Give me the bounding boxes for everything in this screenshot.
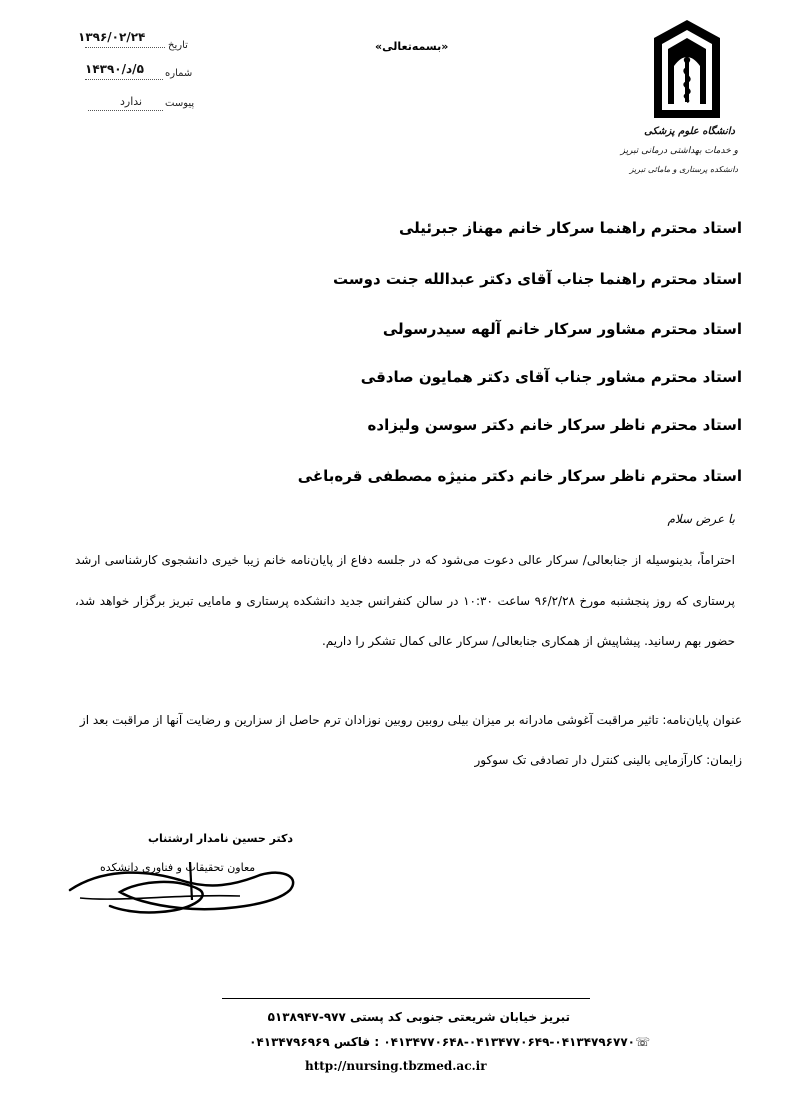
number-value: ۵/د/۱۴۳۹۰ [85, 62, 144, 76]
recipient-3: استاد محترم مشاور سرکار خانم آلهه سیدرسولی [382, 320, 742, 338]
logo-caption-1: دانشگاه علوم پزشکی [644, 126, 735, 137]
number-underline [85, 79, 163, 80]
university-logo [620, 18, 740, 178]
recipient-4: استاد محترم مشاور جناب آقای دکتر همایون صادقی [360, 368, 742, 386]
attachment-label: پیوست [165, 98, 195, 109]
footer-address: تبریز خیابان شریعتی جنوبی کد پستی ۹۷۷-۵۱۳۸۹۴۷ [267, 1010, 570, 1024]
recipient-5: استاد محترم ناظر سرکار خانم دکتر سوسن ولیزاده [367, 416, 742, 434]
invitation-paragraph: احتراماً، بدینوسیله از جنابعالی/ سرکار عالی دعوت می‌شود که در جلسه دفاع از پایان‌نامه خانم زیبا خیری دانشجوی کارشناسی ارشد پرستاری که روز پنجشنبه مورخ ۹۶/۲/۲۸ ساعت ۱۰:۳۰ در سالن کنفرانس جدید دانشکده پرستاری و مامایی تبریز برگزار خواهد شد، حضور بهم رسانید. پیشاپیش از همکاری جنابعالی/ سرکار عالی کمال تشکر را داریم. [75, 553, 735, 648]
signatory-title: معاون تحقیقات و فناوری دانشکده [100, 861, 256, 874]
logo-caption-3: دانشکده پرستاری و مامائی تبریز [629, 165, 738, 174]
date-value: ۱۳۹۶/۰۲/۲۴ [78, 30, 146, 44]
signatory-name: دکتر حسین نامدار ارشتناب [148, 832, 293, 845]
number-label: شماره [165, 68, 193, 79]
recipient-1: استاد محترم راهنما سرکار خانم مهناز جبرئیلی [398, 219, 742, 237]
recipient-2: استاد محترم راهنما جناب آقای دکتر عبدالله جنت دوست [332, 270, 742, 288]
footer-divider [222, 998, 590, 999]
greeting: با عرض سلام [667, 512, 735, 526]
recipient-6: استاد محترم ناظر سرکار خانم دکتر منیژه مصطفی قره‌باغی [297, 467, 742, 485]
date-label: تاریخ [168, 40, 188, 51]
thesis-title: عنوان پایان‌نامه: تاثیر مراقبت آغوشی مادرانه بر میزان بیلی روبین روبین نوزادان ترم حاصل از سزارین و رضایت آنها از مراقبت بعد از زایمان: کارآزمایی بالینی کنترل دار تصادفی تک سوکور [79, 713, 742, 767]
attachment-underline [88, 110, 163, 111]
attachment-value: ندارد [120, 95, 143, 108]
footer-phones: ☏۰۴۱۳۴۷۷۰۶۴۸-۰۴۱۳۴۷۷۰۶۴۹-۰۴۱۳۴۷۹۶۷۷۰ : فاکس ۰۴۱۳۴۷۹۶۹۶۹ [249, 1035, 650, 1049]
footer-website[interactable]: http://nursing.tbzmed.ac.ir [305, 1059, 487, 1073]
logo-caption-2: و خدمات بهداشتی درمانی تبریز [620, 146, 738, 156]
emblem-icon [652, 18, 722, 123]
date-underline [85, 47, 165, 48]
invocation-heading: «بسمه‌تعالی» [375, 40, 449, 53]
handwritten-signature [60, 850, 320, 930]
